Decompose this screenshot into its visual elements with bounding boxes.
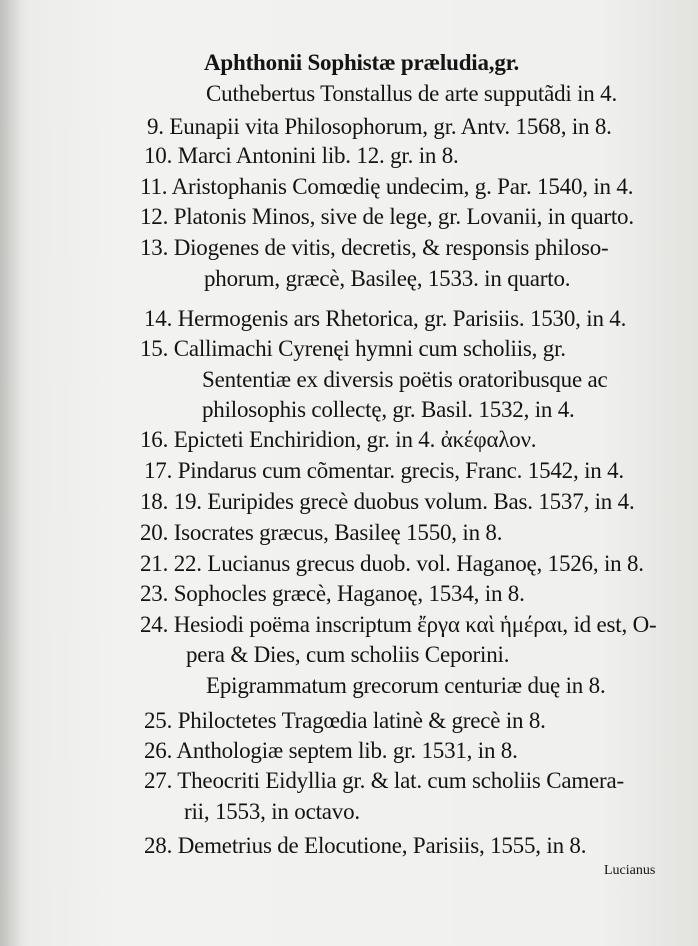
catalog-line-17: 21. 22. Lucianus grecus duob. vol. Haganoę, 1526, in 8. [140, 551, 644, 576]
catalog-line-10: 15. Callimachi Cyrenęi hymni cum scholiis, gr. [140, 336, 566, 361]
catchword: Lucianus [604, 863, 656, 878]
catalog-line-23: 26. Anthologiæ septem lib. gr. 1531, in 8. [144, 738, 518, 763]
catalog-line-18: 23. Sophocles græcè, Haganoę, 1534, in 8. [140, 581, 525, 606]
catalog-line-15: 18. 19. Euripides grecè duobus volum. Bas. 1537, in 4. [140, 489, 635, 514]
catalog-line-1: Aphthonii Sophistæ præludia,gr. [204, 50, 520, 75]
catalog-line-3: 9. Eunapii vita Philosophorum, gr. Antv. 1568, in 8. [147, 114, 612, 139]
catalog-line-22: 25. Philoctetes Tragœdia latinè & grecè in 8. [144, 708, 546, 733]
catalog-line-26: 28. Demetrius de Elocutione, Parisiis, 1555, in 8. [144, 833, 587, 858]
catalog-line-2: Cuthebertus Tonstallus de arte supputãdi in 4. [206, 81, 618, 106]
catalog-line-4: 10. Marci Antonini lib. 12. gr. in 8. [144, 143, 459, 168]
catalog-line-14: 17. Pindarus cum cõmentar. grecis, Franc. 1542, in 4. [144, 458, 624, 483]
catalog-line-20: pera & Dies, cum scholiis Ceporini. [186, 642, 510, 667]
catalog-line-13: 16. Epicteti Enchiridion, gr. in 4. ἀκέφαλον. [140, 427, 537, 452]
catalog-line-5: 11. Aristophanis Comœdię undecim, g. Par. 1540, in 4. [140, 174, 634, 199]
spine-shadow [0, 0, 22, 946]
catalog-line-11: Sententiæ ex diversis poëtis oratoribusque ac [202, 367, 608, 392]
catalog-line-21: Epigrammatum grecorum centuriæ duę in 8. [206, 673, 606, 698]
catalog-line-8: phorum, græcè, Basileę, 1533. in quarto. [204, 266, 571, 291]
catalog-line-7: 13. Diogenes de vitis, decretis, & responsis philoso- [140, 235, 609, 260]
catalog-line-16: 20. Isocrates græcus, Basileę 1550, in 8. [140, 520, 503, 545]
catalog-line-12: philosophis collectę, gr. Basil. 1532, in 4. [202, 397, 575, 422]
catalog-line-9: 14. Hermogenis ars Rhetorica, gr. Parisiis. 1530, in 4. [144, 306, 627, 331]
catalog-line-25: rii, 1553, in octavo. [184, 799, 360, 824]
catalog-line-19: 24. Hesiodi poëma inscriptum ἔργα καὶ ἡμέραι, id est, O- [140, 612, 657, 637]
catalog-line-6: 12. Platonis Minos, sive de lege, gr. Lovanii, in quarto. [140, 204, 634, 229]
catalog-line-24: 27. Theocriti Eidyllia gr. & lat. cum scholiis Camera- [144, 768, 624, 793]
